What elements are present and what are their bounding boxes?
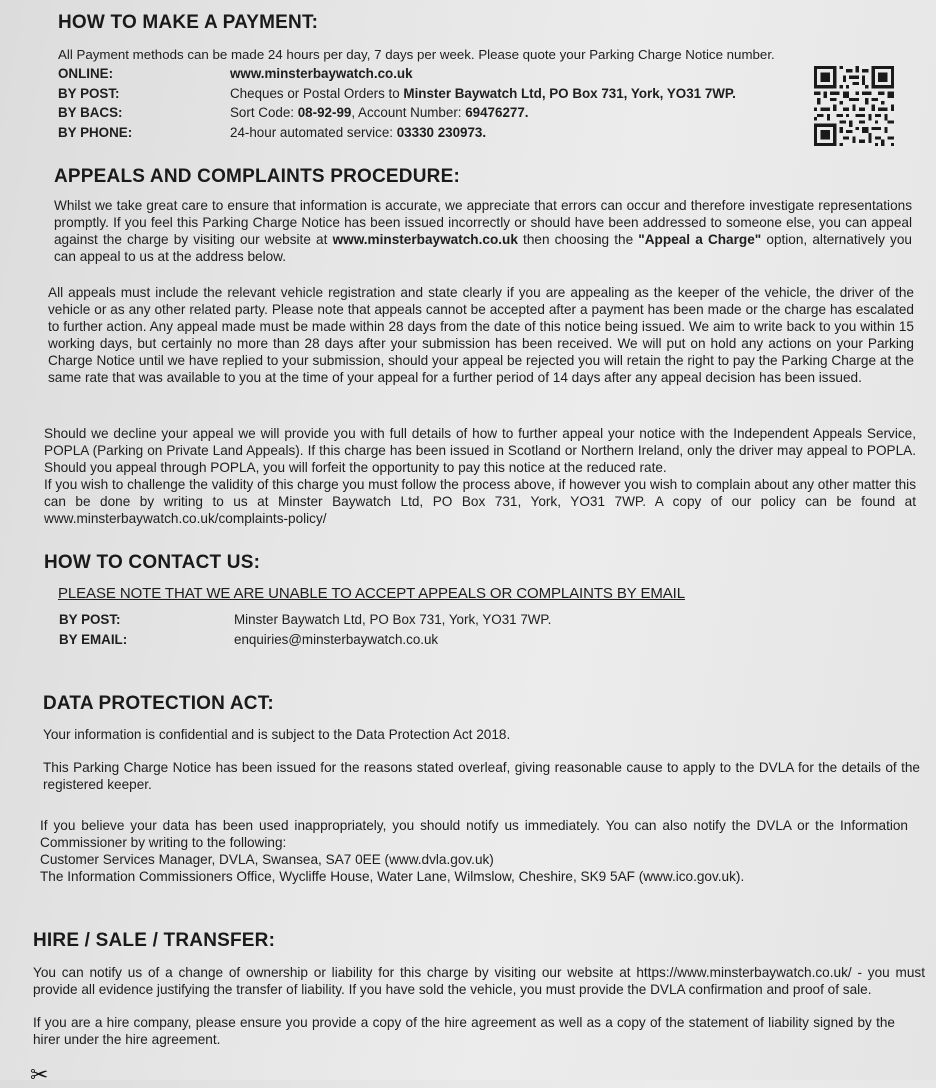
- payment-post-row: [58, 84, 818, 104]
- appeals-section: [54, 166, 912, 265]
- contact-post-value: Minster Baywatch Ltd, PO Box 731, York, YO31 7WP.: [234, 612, 552, 627]
- contact-email-link[interactable]: enquiries@minsterbaywatch.co.uk: [234, 631, 439, 647]
- data-protection-p1: Your information is confidential and is subject to the Data Protection Act 2018.: [43, 727, 511, 742]
- payment-bacs-row: [58, 103, 818, 123]
- appeals-body: [48, 284, 914, 386]
- payment-post-address: Minster Baywatch Ltd, PO Box 731, York, YO31 7WP.: [403, 85, 736, 101]
- data-protection-heading: DATA PROTECTION ACT:: [43, 693, 274, 714]
- appeal-a-charge-option: "Appeal a Charge": [638, 232, 762, 247]
- data-protection-body: [40, 817, 908, 885]
- data-protection-section: [43, 693, 920, 793]
- ico-address: The Information Commissioners Office, Wycliffe House, Water Lane, Wilmslow, Cheshire, SK9 5AF (www.ico.gov.uk).: [40, 869, 745, 884]
- appeals-paragraph-2: All appeals must include the relevant vehicle registration and state clearly if you are appealing as the keeper of the vehicle, the driver of the vehicle or as any other related party. Please note that appeals cannot be accepted after a payment has been made or the charge has escalated to further action. Any appeal made must be made within 28 days from the date of this notice being issued. We aim to write back to you within 15 working days, but certainly no more than 28 days after your submission has been received. We will put on hold any actions on your Parking Charge Notice until we have replied to your submission, should your appeal be rejected you will retain the right to pay the Parking Charge at the same rate that was available to you at the time of your appeal for a further period of 14 days after any appeal decision has been issued.: [48, 285, 914, 385]
- appeals-paragraph-3: Should we decline your appeal we will provide you with full details of how to further appeal your notice with the Independent Appeals Service, POPLA (Parking on Private Land Appeals). If this charge has been issued in Scotland or Northern Ireland, only the driver may appeal to POPLA. Should you appeal through POPLA, you will forfeit the opportunity to pay this notice at the reduced rate.: [44, 426, 916, 475]
- scissors-icon: ✂: [30, 1062, 49, 1087]
- contact-post-row: [59, 610, 904, 630]
- data-protection-p2: This Parking Charge Notice has been issued for the reasons stated overleaf, giving reasonable cause to apply to the DVLA for the details of the registered keeper.: [43, 760, 920, 792]
- email-notice: PLEASE NOTE THAT WE ARE UNABLE TO ACCEPT APPEALS OR COMPLAINTS BY EMAIL: [58, 585, 685, 602]
- appeals-p1-text-3: option, alternatively you can appeal to us at the address below.: [54, 232, 912, 264]
- contact-post-label: BY POST:: [59, 612, 121, 627]
- appeals-p1-text: Whilst we take great care to ensure that information is accurate, we appreciate that errors can occur and therefore investigate representations promptly. If you feel this Parking Charge Notice has been issued incorrectly or should have been addressed to someone else, you can appeal against the charge by visiting our website at: [54, 198, 912, 247]
- contact-section: [44, 552, 904, 649]
- appeals-p1-text-2: then choosing the: [517, 232, 639, 247]
- data-protection-p3: If you believe your data has been used inappropriately, you should notify us immediately. You can also notify the DVLA or the Information Commissioner by writing to the following:: [40, 818, 908, 850]
- appeals-body-2: [44, 425, 916, 527]
- dvla-address: Customer Services Manager, DVLA, Swansea, SA7 0EE (www.dvla.gov.uk): [40, 852, 494, 867]
- contact-email-row: [59, 630, 904, 650]
- payment-online-link[interactable]: www.minsterbaywatch.co.uk: [230, 66, 413, 81]
- payment-post-prefix: Cheques or Postal Orders to: [230, 85, 404, 101]
- appeals-heading: APPEALS AND COMPLAINTS PROCEDURE:: [54, 166, 460, 187]
- payment-section: [58, 12, 818, 142]
- phone-number: 03330 230973.: [396, 124, 487, 140]
- account-prefix: , Account Number:: [351, 105, 466, 120]
- contact-heading: HOW TO CONTACT US:: [44, 552, 261, 573]
- appeals-website-link[interactable]: www.minsterbaywatch.co.uk: [332, 232, 518, 247]
- sort-code-prefix: Sort Code:: [230, 105, 298, 120]
- hire-heading: HIRE / SALE / TRANSFER:: [33, 930, 276, 951]
- payment-phone-value: [230, 123, 486, 143]
- payment-methods: [58, 64, 818, 142]
- sort-code: 08-92-99: [297, 105, 352, 120]
- payment-intro: All Payment methods can be made 24 hours per day, 7 days per week. Please quote your Parking Charge Notice number.: [58, 47, 775, 62]
- hire-p2: If you are a hire company, please ensure you provide a copy of the hire agreement as well as a copy of the statement of liability signed by the hirer under the hire agreement.: [33, 1015, 895, 1047]
- contact-rows: [59, 610, 904, 649]
- payment-bacs-value: [230, 103, 529, 123]
- account-number: 69476277.: [465, 105, 529, 120]
- qr-code-icon[interactable]: [814, 66, 894, 146]
- payment-online-label: ONLINE:: [58, 66, 114, 81]
- payment-phone-label: BY PHONE:: [58, 124, 133, 140]
- payment-post-value: [230, 84, 736, 104]
- phone-prefix: 24-hour automated service:: [230, 124, 397, 140]
- appeals-paragraph-4: If you wish to challenge the validity of this charge you must follow the process above, if however you wish to complain about any other matter this can be done by writing to us at Minster Baywatch Ltd, PO Box 731, York, YO31 7WP. A copy of our policy can be found at www.minsterbaywatch.co.uk/complaints-policy/: [44, 477, 916, 526]
- payment-heading: HOW TO MAKE A PAYMENT:: [58, 12, 319, 33]
- hire-p1: You can notify us of a change of ownership or liability for this charge by visiting our website at https://www.minsterbaywatch.co.uk/ - you must provide all evidence justifying the transfer of liability. If you have sold the vehicle, you must provide the DVLA confirmation and proof of sale.: [33, 965, 925, 997]
- hire-section: [33, 930, 925, 1048]
- payment-online-row: [58, 64, 818, 84]
- payment-bacs-label: BY BACS:: [58, 105, 123, 120]
- appeals-paragraph-1: [54, 197, 912, 265]
- payment-post-label: BY POST:: [58, 85, 120, 101]
- contact-email-label: BY EMAIL:: [59, 631, 128, 647]
- payment-phone-row: [58, 123, 818, 143]
